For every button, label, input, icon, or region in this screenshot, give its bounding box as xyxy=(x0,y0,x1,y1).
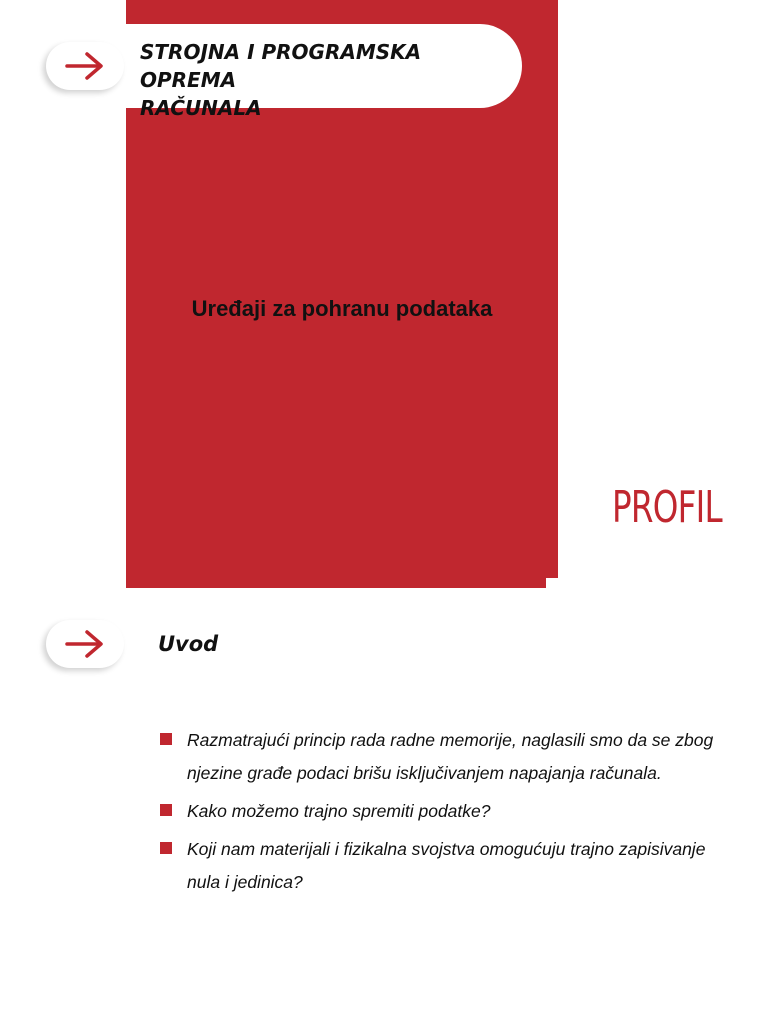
right-arrow-icon xyxy=(64,51,106,81)
square-bullet-icon xyxy=(160,804,172,816)
profil-logo: PROFIL xyxy=(612,482,722,533)
course-title-line-1: STROJNA I PROGRAMSKA OPREMA xyxy=(140,40,422,92)
bullet-text: Razmatrajući princip rada radne memorije, naglasili smo da se zbog njezine građe podaci brišu isključivanjem napajanja računala. xyxy=(187,730,714,783)
square-bullet-icon xyxy=(160,733,172,745)
right-arrow-icon xyxy=(64,629,106,659)
section-title: Uvod xyxy=(158,632,219,656)
list-item xyxy=(160,833,730,899)
lesson-title: Uređaji za pohranu podataka xyxy=(191,296,493,321)
list-item xyxy=(160,724,730,790)
list-item xyxy=(160,795,730,828)
course-title-line-2: RAČUNALA xyxy=(140,96,262,120)
square-bullet-icon xyxy=(160,842,172,854)
bullet-text: Kako možemo trajno spremiti podatke? xyxy=(187,801,491,821)
course-title xyxy=(140,38,520,122)
bullet-text: Koji nam materijali i fizikalna svojstva omogućuju trajno zapisivanje nula i jedinica? xyxy=(187,839,706,892)
red-cover-panel-foot xyxy=(126,578,546,588)
bullet-list xyxy=(160,724,730,904)
